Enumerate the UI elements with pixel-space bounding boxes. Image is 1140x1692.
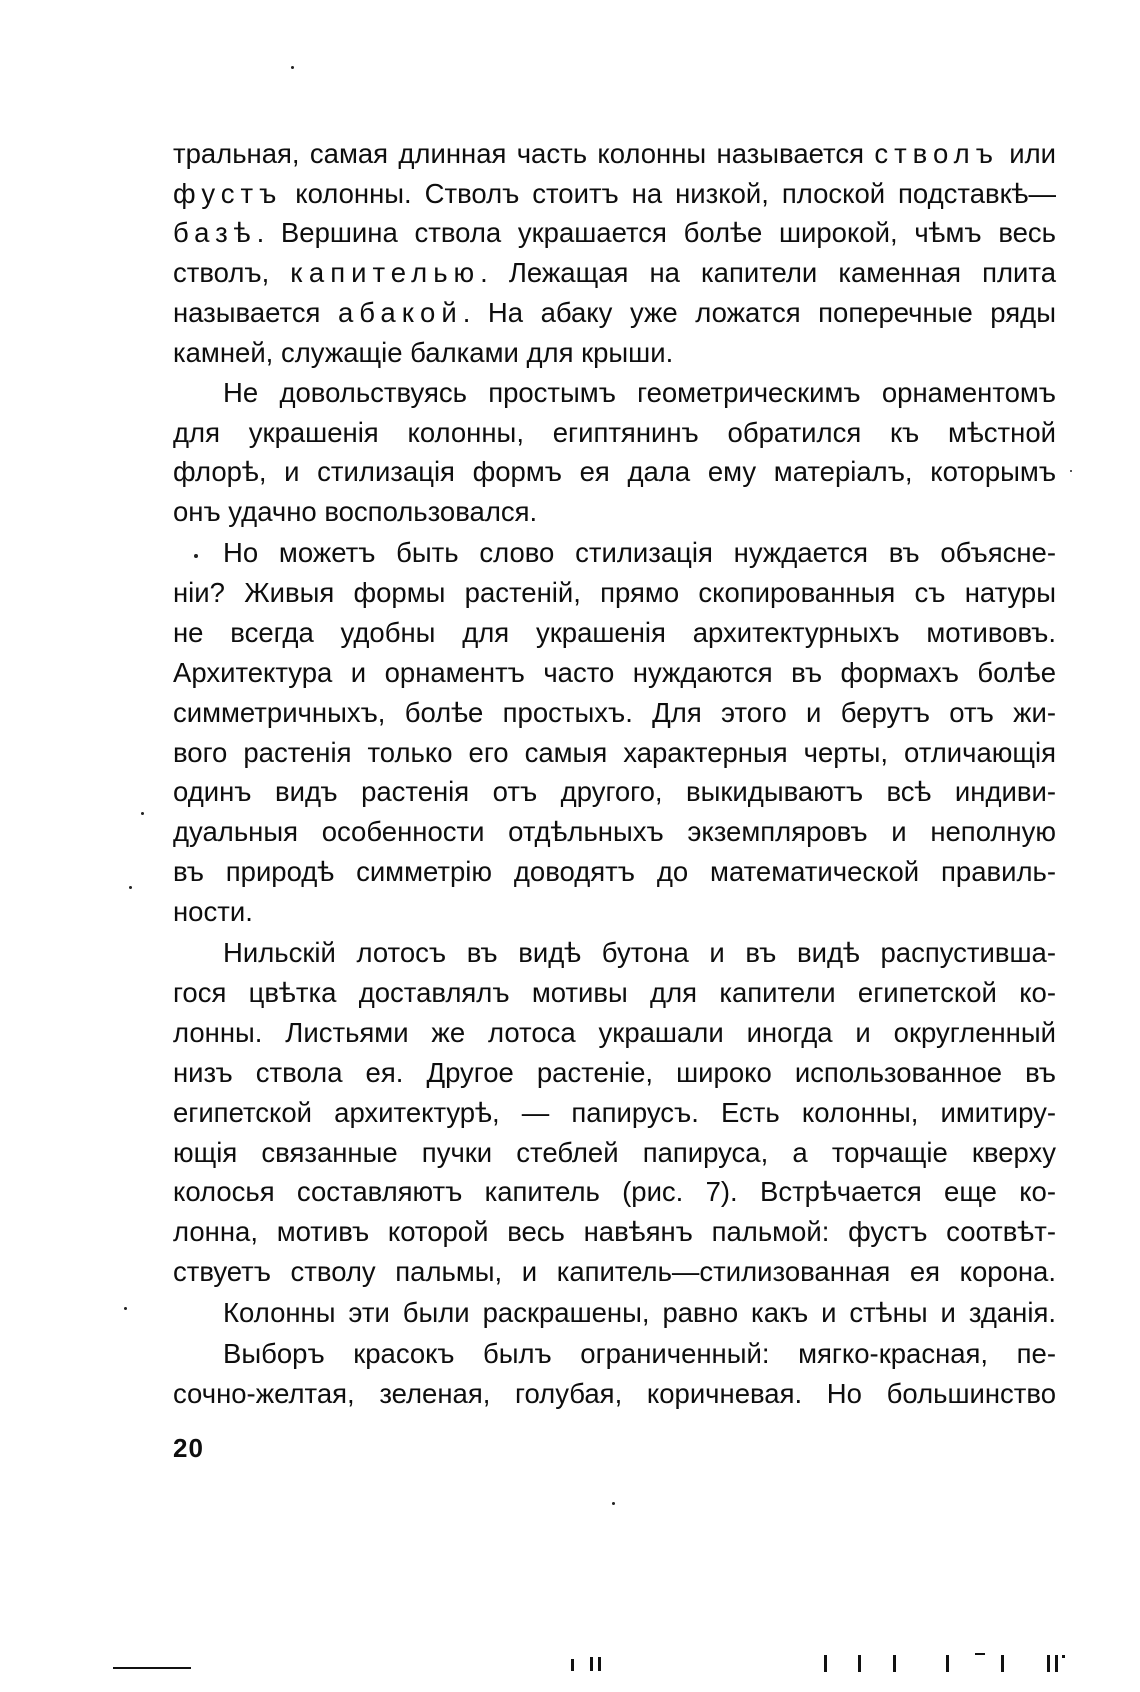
scan-speck [194,554,198,558]
scan-edge-mark [590,1657,593,1671]
scan-edge-mark [893,1655,896,1672]
page-number: 20 [173,1433,204,1463]
scan-speck [141,812,144,815]
text-line-26: ющія связанные пучки стеблей папируса, а торчащіе кверху [173,1137,1056,1168]
scan-edge-mark [1055,1655,1058,1672]
text-line-8: для украшенія колонны, египтянинъ обратился къ мѣстной [173,417,1056,448]
scan-speck [124,1307,127,1310]
scan-edge-mark [824,1655,827,1672]
scan-edge-marks [0,1655,1140,1685]
text-line-24: низъ ствола ея. Другое растеніе, широко использованное въ [173,1057,1056,1088]
scan-edge-mark [975,1653,985,1655]
text-line-4: стволъ, капителью. Лежащая на капители каменная плита [173,257,1057,288]
text-line-28: лонна, мотивъ которой весь навѣянъ пальмой: фустъ соотвѣт- [173,1216,1056,1247]
text-line-10: онъ удачно воспользовался. [173,496,538,527]
text-line-27: колосья составляютъ капитель (рис. 7). Встрѣчается еще ко- [173,1176,1056,1207]
scan-edge-mark [1062,1655,1065,1658]
text-line-15: симметричныхъ, болѣе простыхъ. Для этого и берутъ отъ жи- [173,697,1056,728]
text-line-20: ности. [173,896,253,927]
text-line-1: тральная, самая длинная часть колонны называется стволъ или [173,138,1056,169]
scan-speck [129,886,132,889]
text-line-17: одинъ видъ растенія отъ другого, выкидываютъ всѣ индиви- [173,776,1056,807]
text-line-13: не всегда удобны для украшенія архитектурныхъ мотивовъ. [173,617,1056,648]
text-line-16: вого растенія только его самыя характерныя черты, отличающія [173,737,1056,768]
text-line-6: камней, служащіе балками для крыши. [173,337,674,368]
scan-speck [291,66,294,69]
scan-edge-mark [113,1667,191,1669]
scan-edge-mark [946,1655,949,1672]
scan-edge-mark [598,1657,601,1671]
scan-edge-mark [571,1659,574,1671]
text-line-21: Нильскій лотосъ въ видѣ бутона и въ видѣ распустивша- [223,937,1056,968]
scan-edge-mark [1047,1655,1050,1672]
text-line-19: въ природѣ симметрію доводятъ до математической правиль- [173,856,1056,887]
text-line-11: Но можетъ быть слово стилизація нуждается въ объясне- [223,537,1056,568]
scan-speck [612,1502,615,1505]
text-line-7: Не довольствуясь простымъ геометрическимъ орнаментомъ [223,377,1056,408]
text-line-31: Выборъ красокъ былъ ограниченный: мягко-красная, пе- [223,1338,1056,1369]
text-line-23: лонны. Листьями же лотоса украшали иногда и округленный [173,1017,1056,1048]
scan-speck [1070,470,1072,472]
text-line-12: ніи? Живыя формы растеній, прямо скопированныя съ натуры [173,577,1056,608]
text-line-32: сочно-желтая, зеленая, голубая, коричневая. Но большинство [173,1378,1056,1409]
text-line-30: Колонны эти были раскрашены, равно какъ и стѣны и зданія. [223,1297,1056,1328]
text-line-3: базѣ. Вершина ствола украшается болѣе широкой, чѣмъ весь [173,217,1056,248]
text-line-9: флорѣ, и стилизація формъ ея дала ему матеріалъ, которымъ [173,456,1056,487]
text-line-18: дуальныя особенности отдѣльныхъ экземпляровъ и неполную [173,816,1056,847]
text-line-5: называется абакой. На абаку уже ложатся поперечные ряды [173,297,1056,328]
text-line-29: ствуетъ стволу пальмы, и капитель—стилизованная ея корона. [173,1256,1056,1287]
text-line-25: египетской архитектурѣ, — папирусъ. Есть колонны, имитиру- [173,1097,1056,1128]
text-line-22: гося цвѣтка доставлялъ мотивы для капители египетской ко- [173,977,1056,1008]
scan-edge-mark [858,1655,861,1672]
scan-edge-mark [1001,1655,1004,1672]
text-line-14: Архитектура и орнаментъ часто нуждаются въ формахъ болѣе [173,657,1056,688]
text-line-2: фустъ колонны. Стволъ стоитъ на низкой, плоской подставкѣ— [173,178,1056,209]
